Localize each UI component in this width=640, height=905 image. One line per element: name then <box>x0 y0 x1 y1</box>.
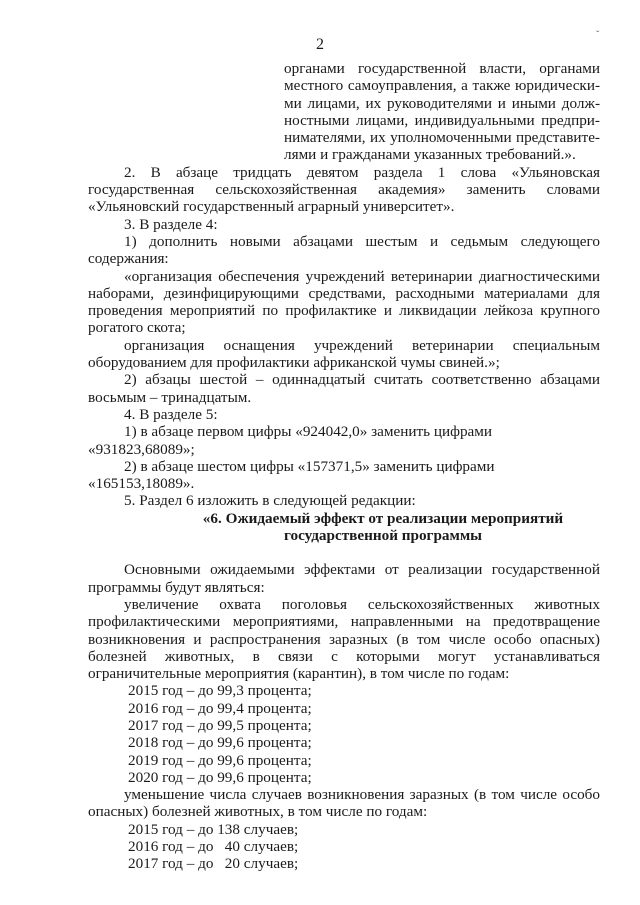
section-title-line: государственной программы <box>283 527 483 545</box>
item-3-2 <box>88 371 600 406</box>
item-3-quote-2 <box>88 337 600 372</box>
item-3-heading: 3. В разделе 4: <box>124 215 218 233</box>
effect-1-years <box>88 682 600 786</box>
paragraph-line: государственная сельскохозяйственная академия» заменить словами <box>88 181 600 199</box>
paragraph-line: опасных) болезней животных, в том числе по годам: <box>88 803 428 821</box>
section-title-line: «6. Ожидаемый эффект от реализации мероприятий <box>202 509 564 527</box>
paragraph-line: увеличение охвата поголовья сельскохозяйственных животных <box>124 595 600 613</box>
paragraph-line: «организация обеспечения учреждений ветеринарии диагностическими <box>124 267 600 285</box>
item-4-1: 1) в абзаце первом цифры «924042,0» заменить цифрами «931823,68089»; <box>88 423 493 458</box>
quote-continuation <box>88 60 600 164</box>
paragraph-line: Основными ожидаемыми эффектами от реализации государственной <box>124 561 600 579</box>
paragraph-line: возникновения и распространения заразных (в том числе особо опасных) <box>88 630 600 648</box>
year-value: 2015 год – до 99,3 процента; <box>128 682 312 700</box>
paragraph-line: организация оснащения учреждений ветеринарии специальным <box>124 336 600 354</box>
effect-1 <box>88 596 600 682</box>
quote-line: местного самоуправления, а также юридически- <box>284 77 600 95</box>
paragraph-line: содержания: <box>88 250 169 268</box>
year-value: 2019 год – до 99,6 процента; <box>128 751 312 769</box>
paragraph-line: программы будут являться: <box>88 578 265 596</box>
year-value: 2017 год – до 99,5 процента; <box>128 716 312 734</box>
year-value: 2016 год – до 40 случаев; <box>128 838 299 856</box>
item-5: 5. Раздел 6 изложить в следующей редакции: <box>124 492 416 510</box>
paragraph-line: восьмым – тринадцатым. <box>88 388 252 406</box>
quote-line: органами государственной власти, органами <box>284 60 600 77</box>
year-value: 2016 год – до 99,4 процента; <box>128 699 312 717</box>
paragraph-line: 2. В абзаце тридцать девятом раздела 1 слова «Ульяновская <box>124 163 600 181</box>
document-body <box>88 60 600 873</box>
paragraph-line: наборами, дезинфицирующими средствами, расходными материалами для <box>88 284 600 302</box>
paragraph-line: 2) абзацы шестой – одиннадцатый считать соответственно абзацами <box>124 371 600 389</box>
item-4-2: 2) в абзаце шестом цифры «157371,5» заменить цифрами «165153,18089». <box>88 457 495 493</box>
scan-mark: ˇ <box>596 30 600 41</box>
year-value: 2017 год – до 20 случаев; <box>128 855 299 873</box>
paragraph-line: проведения мероприятий по профилактике и ликвидации лейкоза крупного <box>88 302 600 320</box>
spacer <box>88 544 600 561</box>
quote-line: ми лицами, их руководителями и иными долж- <box>284 94 600 112</box>
effect-2 <box>88 786 600 821</box>
quote-line: нимателями, их уполномоченными представите- <box>284 129 600 147</box>
page-number: 2 <box>316 36 324 53</box>
item-4-heading: 4. В разделе 5: <box>124 405 218 423</box>
paragraph-line: уменьшение числа случаев возникновения заразных (в том числе особо <box>124 786 600 804</box>
year-value: 2015 год – до 138 случаев; <box>128 820 299 838</box>
item-2 <box>88 164 600 216</box>
paragraph-line: оборудованием для профилактики африканской чумы свиней.»; <box>88 354 500 372</box>
quote-line: лями и гражданами указанных требований.». <box>284 146 576 164</box>
paragraph-line: рогатого скота; <box>88 319 186 337</box>
year-value: 2020 год – до 99,6 процента; <box>128 768 312 786</box>
paragraph-line: ограничительные мероприятия (карантин), в том числе по годам: <box>88 665 510 683</box>
section-6-intro <box>88 561 600 596</box>
section-6-title <box>88 510 600 545</box>
effect-2-years <box>88 821 600 873</box>
item-3-quote-1 <box>88 268 600 337</box>
paragraph-line: «Ульяновский государственный аграрный университет». <box>88 198 455 216</box>
paragraph-line: профилактическими мероприятиями, направленными на предотвращение <box>88 613 600 631</box>
item-3-1 <box>88 233 600 268</box>
quote-line: ностными лицами, индивидуальными предпри- <box>284 111 600 129</box>
paragraph-line: болезней животных, в связи с которыми могут устанавливаться <box>88 647 600 665</box>
year-value: 2018 год – до 99,6 процента; <box>128 734 312 752</box>
paragraph-line: 1) дополнить новыми абзацами шестым и седьмым следующего <box>124 232 600 250</box>
